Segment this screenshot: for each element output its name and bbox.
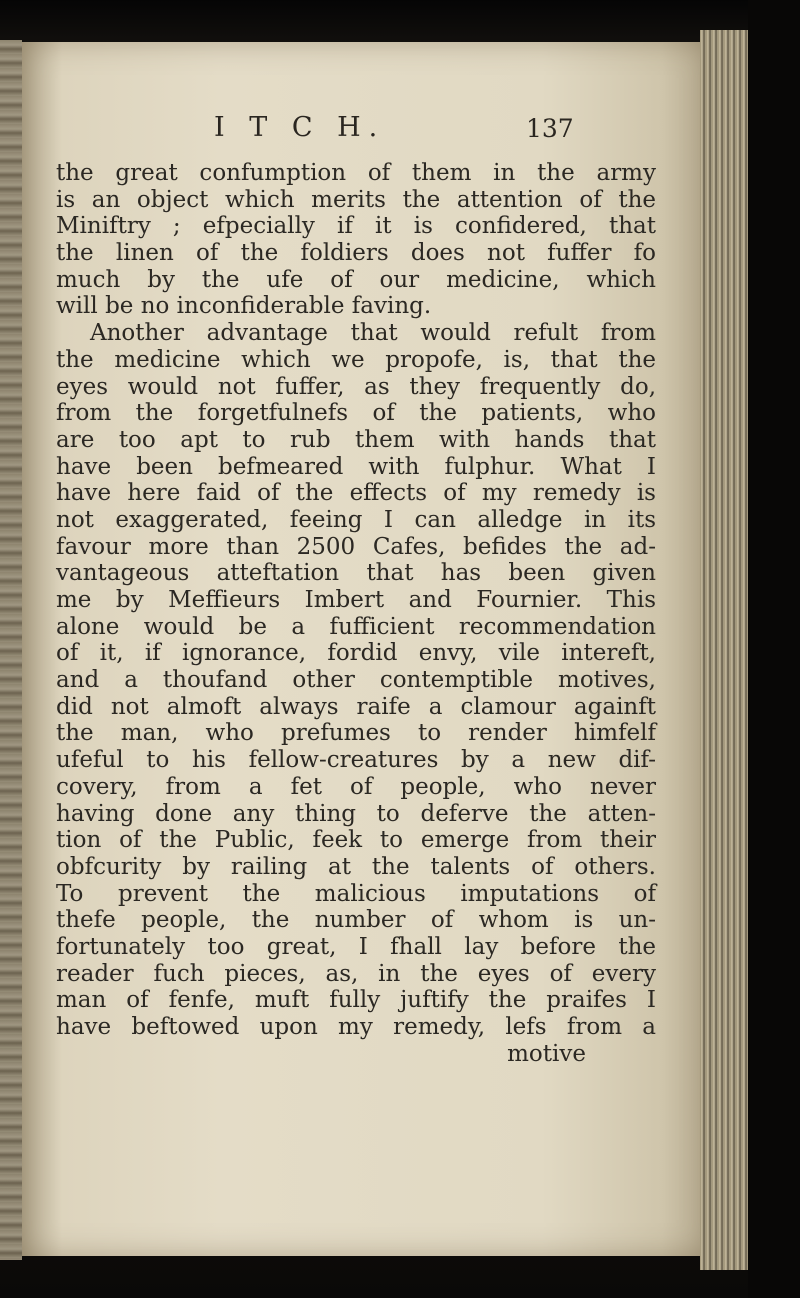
text-line: man of fenfe, muft fully juftify the praifes I — [56, 987, 656, 1014]
text-line: me by Meffieurs Imbert and Fournier. This — [56, 587, 656, 613]
text-line: alone would be a fufficient recommendation — [56, 613, 656, 640]
text-line: of it, if ignorance, fordid envy, vile intereft, — [56, 640, 656, 667]
text-line: are too apt to rub them with hands that — [56, 426, 656, 453]
text-line: much by the ufe of our medicine, which — [56, 266, 656, 293]
dark-background — [748, 0, 800, 1298]
text-line: having done any thing to deferve the atten- — [56, 800, 656, 827]
text-line: favour more than 2500 Cafes, befides the ad- — [56, 533, 656, 560]
text-line: the medicine which we propofe, is, that the — [56, 346, 656, 373]
page-number: 137 — [526, 114, 574, 143]
text-line: eyes would not fuffer, as they frequently do, — [56, 373, 656, 400]
text-line: from the forgetfulnefs of the patients, who — [56, 400, 656, 427]
text-line: and a thoufand other contemptible motives, — [56, 667, 656, 694]
text-line: not exaggerated, feeing I can alledge in its — [56, 506, 656, 533]
text-line: reader fuch pieces, as, in the eyes of every — [56, 960, 656, 987]
text-line: will be no inconfiderable faving. — [56, 293, 432, 320]
text-line: have here faid of the effects of my remedy is — [56, 480, 656, 507]
page-header — [0, 112, 800, 152]
text-line: obfcurity by railing at the talents of others. — [56, 853, 656, 880]
text-line: vantageous atteftation that has been given — [56, 560, 656, 587]
text-line: tion of the Public, feek to emerge from their — [56, 827, 656, 854]
text-line: did not almoft always raife a clamour againft — [56, 693, 656, 720]
left-page-edge — [0, 40, 22, 1260]
text-line: is an object which merits the attention of the — [56, 186, 656, 213]
body-text — [56, 160, 656, 1067]
text-line: Miniftry ; efpecially if it is confidered, that — [56, 213, 656, 240]
text-line: the great confumption of them in the army — [56, 160, 656, 186]
text-line: thefe people, the number of whom is un- — [56, 907, 656, 934]
text-line: To prevent the malicious imputations of — [56, 880, 656, 907]
running-head: I T C H. — [214, 112, 386, 143]
text-line: covery, from a fet of people, who never — [56, 773, 656, 800]
text-line: have beftowed upon my remedy, lefs from a — [56, 1014, 656, 1040]
text-line: the linen of the foldiers does not fuffer fo — [56, 240, 656, 267]
text-line: ufeful to his fellow-creatures by a new dif- — [56, 747, 656, 774]
text-line: Another advantage that would refult from — [90, 320, 656, 347]
page-fore-edge — [700, 30, 748, 1270]
catchword: motive — [507, 1040, 586, 1067]
text-line: have been befmeared with fulphur. What I — [56, 453, 656, 480]
text-line: fortunately too great, I fhall lay before the — [56, 933, 656, 960]
text-line: the man, who prefumes to render himfelf — [56, 720, 656, 747]
